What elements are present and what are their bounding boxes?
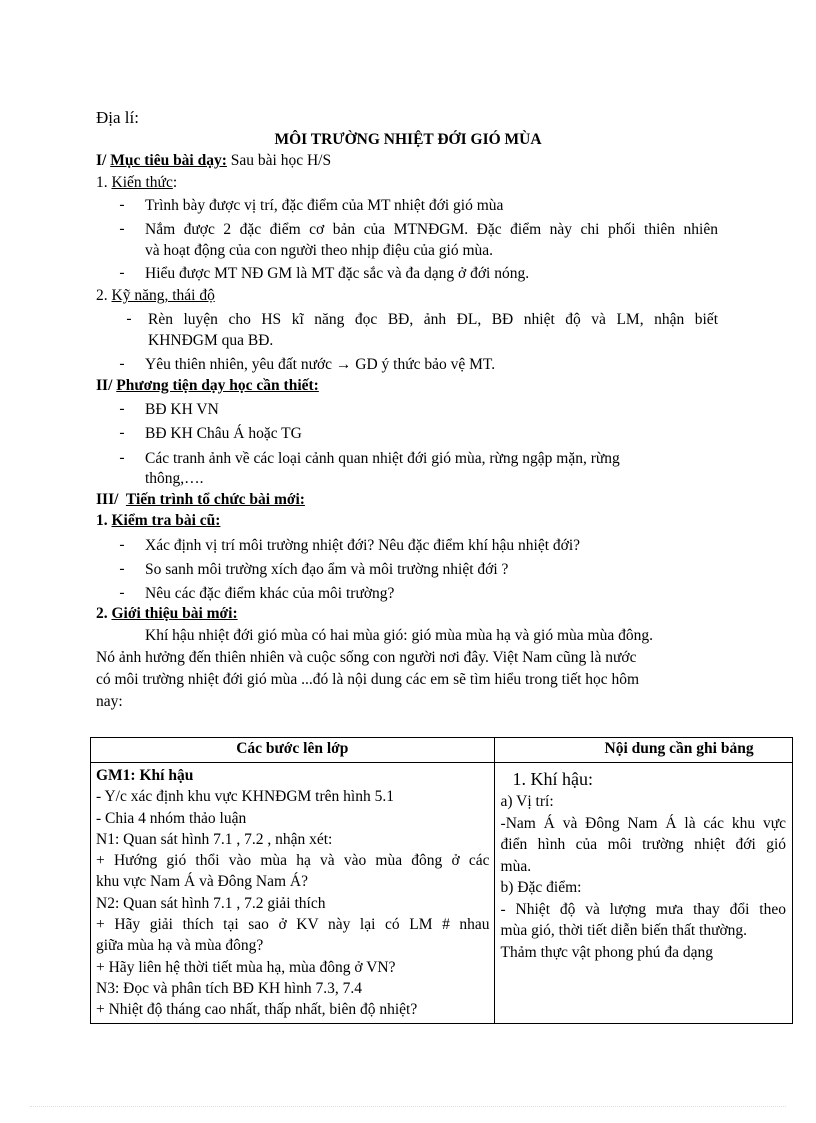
material-item-cont: thông,…. <box>145 470 204 487</box>
bullet-dash: - <box>119 584 125 601</box>
knowledge-item: Hiểu được MT NĐ GM là MT đặc sắc và đa dạng ở đới nóng. <box>145 265 530 282</box>
section2-heading: II/ Phương tiện dạy học cần thiết: <box>96 377 319 394</box>
intro-heading: 2. Giới thiệu bài mới: <box>96 605 238 622</box>
section1-title: Mục tiêu bài dạy: <box>110 152 227 169</box>
table-row <box>91 763 793 1024</box>
review-item: Xác định vị trí môi trường nhiệt đới? Nêu đặc điểm khí hậu nhiệt đới? <box>145 537 581 554</box>
bullet-dash: - <box>119 196 125 213</box>
skills-item-cont: KHNĐGM qua BĐ. <box>148 332 274 349</box>
review-heading: 1. Kiểm tra bài cũ: <box>96 512 221 529</box>
bullet-dash: - <box>119 536 125 553</box>
activity-line: - Y/c xác định khu vực KHNĐGM trên hình 5.1 <box>96 788 394 806</box>
col-header-content: Nội dung cần ghi bảng <box>494 738 792 763</box>
knowledge-item-cont: và hoạt động của con người theo nhịp điệu của gió mùa. <box>145 242 494 259</box>
page-title: MÔI TRƯỜNG NHIỆT ĐỚI GIÓ MÙA <box>274 131 542 148</box>
steps-cell <box>91 763 495 1024</box>
intro-line: có môi trường nhiệt đới gió mùa ...đó là nội dung các em sẽ tìm hiểu trong tiết học hôm <box>96 671 640 688</box>
activity-line: - Chia 4 nhóm thảo luận <box>96 809 247 827</box>
section3-heading: III/ Tiến trình tổ chức bài mới: <box>96 491 305 508</box>
content-line: Thảm thực vật phong phú đa dạng <box>500 943 713 961</box>
bullet-dash: - <box>119 449 125 466</box>
content-line: điển hình của môi trường nhiệt đới gió <box>500 836 786 853</box>
activity-line: + Hãy giải thích tại sao ở KV này lại có LM # nhau <box>96 916 490 934</box>
content-cell <box>494 763 792 1024</box>
activity-title: GM1: Khí hậu <box>96 767 194 784</box>
material-item: BĐ KH Châu Á hoặc TG <box>145 425 302 442</box>
knowledge-heading: 1. Kiến thức: <box>96 174 178 191</box>
col-header-steps: Các bước lên lớp <box>91 738 495 763</box>
bullet-dash: - <box>119 220 125 237</box>
activity-line: + Nhiệt độ tháng cao nhất, thấp nhất, biên độ nhiệt? <box>96 1001 418 1019</box>
lesson-table <box>90 737 793 1024</box>
activity-line: N3: Đọc và phân tích BĐ KH hình 7.3, 7.4 <box>96 979 363 997</box>
skills-item: Rèn luyện cho HS kĩ năng đọc BĐ, ảnh ĐL, BĐ nhiệt độ và LM, nhận biết <box>148 311 718 328</box>
bullet-dash: - <box>119 264 125 281</box>
content-line: - Nhiệt độ và lượng mưa thay đổi theo <box>500 900 786 918</box>
content-line: mùa. <box>500 857 532 875</box>
bullet-dash: - <box>119 355 125 372</box>
intro-line: nay: <box>96 693 123 710</box>
bullet-dash: - <box>126 310 132 327</box>
knowledge-item: Nắm được 2 đặc điểm cơ bản của MTNĐGM. Đặc điểm này chi phối thiên nhiên <box>145 221 718 238</box>
activity-line: N2: Quan sát hình 7.1 , 7.2 giải thích <box>96 894 326 912</box>
content-title: 1. Khí hậu: <box>512 769 594 789</box>
content-line: a) Vị trí: <box>500 793 554 810</box>
activity-line: N1: Quan sát hình 7.1 , 7.2 , nhận xét: <box>96 830 333 848</box>
section1-num: I/ <box>96 152 107 169</box>
bullet-dash: - <box>119 400 125 417</box>
activity-line: khu vực Nam Á và Đông Nam Á? <box>96 873 309 891</box>
content-line: b) Đặc điểm: <box>500 879 582 896</box>
review-item: Nêu các đặc điểm khác của môi trường? <box>145 585 395 602</box>
activity-line: + Hãy liên hệ thời tiết mùa hạ, mùa đông ở VN? <box>96 958 396 976</box>
skills-heading: 2. Kỹ năng, thái độ <box>96 287 215 304</box>
material-item: BĐ KH VN <box>145 401 219 418</box>
skills-item: Yêu thiên nhiên, yêu đất nước → GD ý thức bảo vệ MT. <box>145 356 496 373</box>
bullet-dash: - <box>119 560 125 577</box>
table-header-row <box>91 738 793 763</box>
section1-heading <box>96 151 331 171</box>
content-line: mùa gió, thời tiết diễn biến thất thường. <box>500 922 748 939</box>
intro-line: Nó ảnh hưởng đến thiên nhiên và cuộc sống con người nơi đây. Việt Nam cũng là nước <box>96 649 637 666</box>
material-item: Các tranh ảnh về các loại cảnh quan nhiệt đới gió mùa, rừng ngập mặn, rừng <box>145 450 620 467</box>
intro-line: Khí hậu nhiệt đới gió mùa có hai mùa gió: gió mùa mùa hạ và gió mùa mùa đông. <box>145 627 653 644</box>
section1-rest: Sau bài học H/S <box>230 152 332 169</box>
content-line: -Nam Á và Đông Nam Á là các khu vực <box>500 814 786 832</box>
review-item: So sanh môi trường xích đạo ẩm và môi trường nhiệt đới ? <box>145 561 509 578</box>
page-bottom-rule <box>30 1106 786 1107</box>
activity-line: giữa mùa hạ và mùa đông? <box>96 937 264 955</box>
knowledge-item: Trình bày được vị trí, đặc điểm của MT nhiệt đới gió mùa <box>145 197 504 214</box>
bullet-dash: - <box>119 424 125 441</box>
subject-label: Địa lí: <box>96 108 139 127</box>
activity-line: + Hướng gió thổi vào mùa hạ và vào mùa đông ở các <box>96 852 490 870</box>
